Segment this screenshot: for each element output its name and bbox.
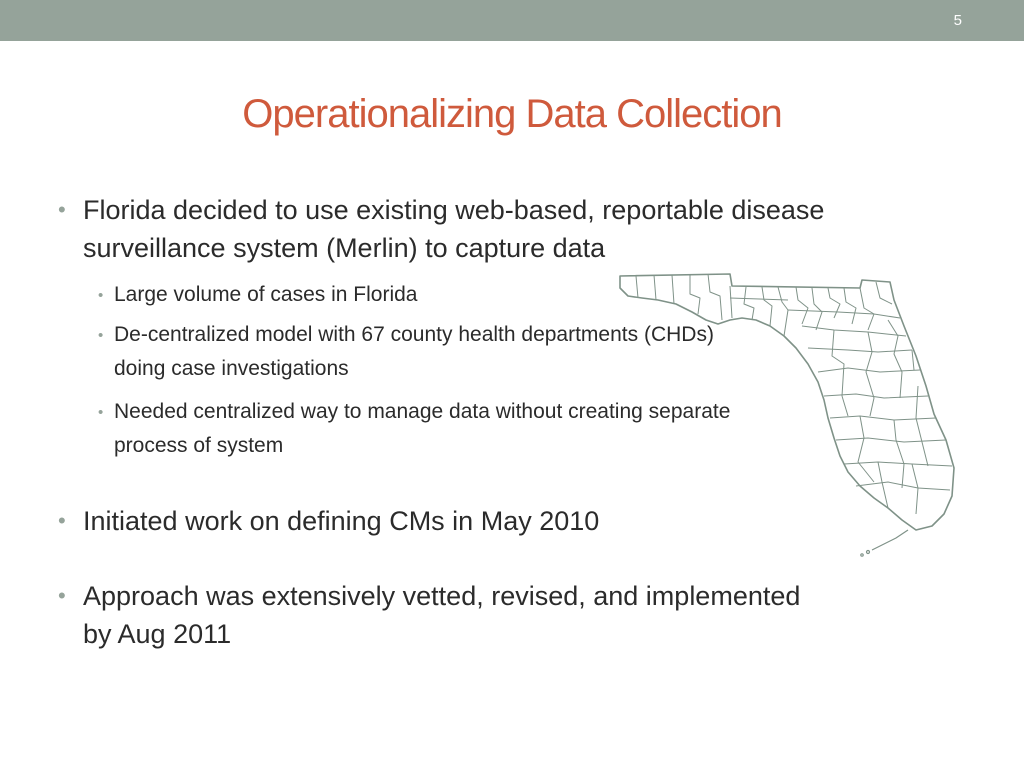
- sub-bullet-item: • De-centralized model with 67 county health departments (CHDs) doing case investigations: [98, 318, 718, 386]
- bullet-dot-icon: •: [98, 404, 104, 421]
- bullet-item: • Florida decided to use existing web-based, reportable disease surveillance system (Merlin) to capture data: [58, 191, 888, 267]
- sub-bullet-item: • Needed centralized way to manage data without creating separate process of system: [98, 395, 738, 463]
- bullet-dot-icon: •: [58, 197, 66, 222]
- bullet-dot-icon: •: [58, 508, 66, 533]
- bullet-item: • Approach was extensively vetted, revised, and implemented by Aug 2011: [58, 577, 818, 653]
- florida-map-icon: [612, 268, 960, 566]
- slide-number: 5: [953, 12, 962, 29]
- bullet-item: • Initiated work on defining CMs in May 2010: [58, 502, 818, 540]
- bullet-dot-icon: •: [98, 327, 104, 344]
- sub-bullet-item: • Large volume of cases in Florida: [98, 278, 538, 312]
- bullet-dot-icon: •: [98, 287, 104, 304]
- slide-title: Operationalizing Data Collection: [242, 92, 782, 136]
- top-accent-bar: [0, 0, 1024, 41]
- bullet-dot-icon: •: [58, 583, 66, 608]
